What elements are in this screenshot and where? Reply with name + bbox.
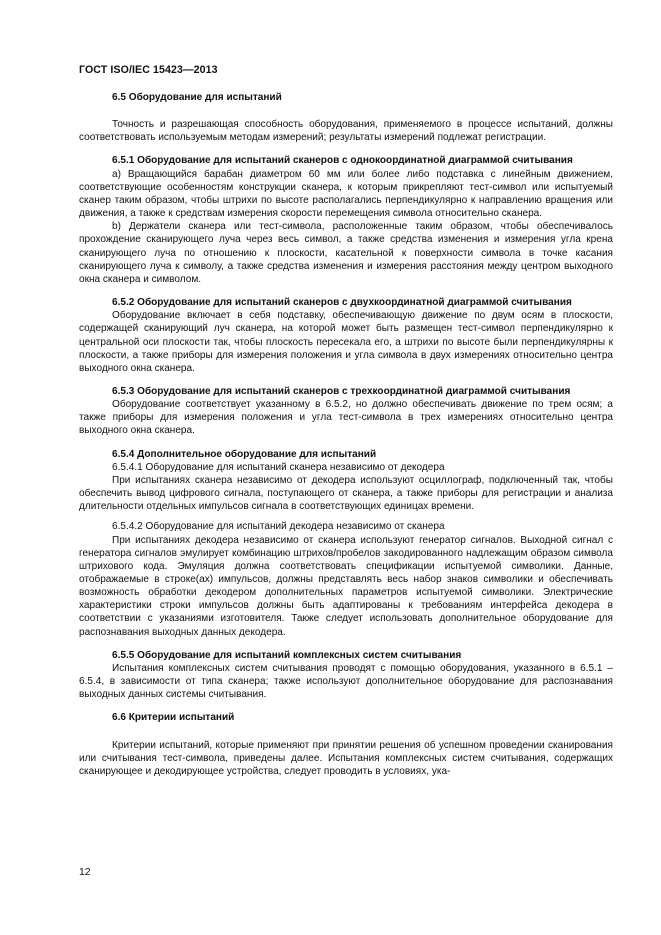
spacer: [79, 701, 613, 711]
section-6-5-4-title: 6.5.4 Дополнительное оборудование для испытаний: [112, 448, 377, 460]
standard-header: ГОСТ ISO/IEC 15423—2013: [79, 64, 218, 76]
section-6-5-4-2-paragraph: При испытаниях декодера независимо от сканера используют генератор сигналов. Выходной сигнал с генератора сигналов эмулирует комбинацию штрихов/пробелов закодированного надлежащим образом символа штрихового кода. Эмуляция должна соответствовать спецификации испытуемой символики. Данные, отображаемые в строке(ах) импульсов, должны представлять весь набор знаков символики и обеспечивать возможность обработки декодером дополнительных параметров испытуемой символики. Электрические характеристики строки импульсов должны быть адаптированы к требованиям интерфейса декодера в соответствии с указаниями изготовителя. Также следует использовать дополнительное оборудование для распознавания выходных данных декодера.: [79, 534, 613, 638]
section-6-5-4-1-title: 6.5.4.1 Оборудование для испытаний сканера независимо от декодера: [112, 461, 445, 473]
section-6-5-2-paragraph: Оборудование включает в себя подставку, обеспечивающую движение по двум осям в плоскости, содержащей сканирующий луч сканера, на которой может быть размещен тест-символ перпендикулярно к центральной оси плоскости так, чтобы плоскость пересекала его, а штрихи по высоте были перпендикулярны к плоскости, а также приборы для измерения положения и угла символа в двух измерениях относительно центра выходного окна сканера.: [79, 310, 613, 374]
section-6-5-3-title: 6.5.3 Оборудование для испытаний сканеров с трехкоординатной диаграммой считывания: [112, 385, 571, 397]
section-6-5-5-paragraph: Испытания комплексных систем считывания проводят с помощью оборудования, указанного в 6.5.1 – 6.5.4, в зависимости от типа сканера; также используют дополнительное оборудование для распознавания выходных данных системы считывания.: [79, 662, 613, 701]
spacer: [79, 104, 613, 118]
spacer: [79, 144, 613, 154]
section-6-5-5-title: 6.5.5 Оборудование для испытаний комплексных систем считывания: [112, 649, 462, 661]
spacer: [79, 375, 613, 385]
section-6-5-1-title: 6.5.1 Оборудование для испытаний сканеров с однокоординатной диаграммой считывания: [112, 155, 573, 167]
spacer: [79, 513, 613, 520]
page-content: [79, 91, 613, 778]
spacer: [79, 725, 613, 739]
spacer: [79, 438, 613, 448]
spacer: [79, 639, 613, 649]
section-6-5-paragraph: Точность и разрешающая способность оборудования, применяемого в процессе испытаний, должны соответствовать используемым методам измерений; результаты измерений подлежат регистрации.: [79, 119, 613, 144]
section-6-6-paragraph: Критерии испытаний, которые применяют при принятии решения об успешном проведении сканирования или считывания тест-символа, приведены далее. Испытания комплексных систем считывания, содержащих сканирующее и декодирующее устройства, следует проводить в условиях, ука-: [79, 739, 613, 777]
section-6-5-4-1-paragraph: При испытаниях сканера независимо от декодера используют осциллограф, подключенный так, чтобы обеспечить вывод цифрового сигнала, поступающего от сканера, а также приборы для регистрации и анализа длительности отдельных импульсов сигнала в соответствующих единицах времени.: [79, 474, 613, 513]
section-6-5-4-2-title: 6.5.4.2 Оборудование для испытаний декодера независимо от сканера: [112, 521, 445, 533]
section-6-5-title: 6.5 Оборудование для испытаний: [112, 92, 282, 103]
spacer: [79, 286, 613, 296]
section-6-5-3-paragraph: Оборудование соответствует указанному в 6.5.2, но должно обеспечивать движение по трем осям; а также приборы для измерения положения и угла тест-символа в трех измерениях относительно центра выходного окна сканера.: [79, 399, 613, 437]
section-6-5-1-item-a: а) Вращающийся барабан диаметром 60 мм или более либо подставка с линейным движением, соответствующие особенностям конструкции сканера, к которым прикрепляют тест-символ или испытуемый сканер таким образом, чтобы штрихи по высоте располагались перпендикулярно к направлению вращения или движения, а также к средствам измерения скорости перемещения символа относительно сканера.: [79, 168, 613, 220]
section-6-5-2-title: 6.5.2 Оборудование для испытаний сканеров с двухкоординатной диаграммой считывания: [112, 297, 572, 309]
page-number: 12: [79, 867, 91, 878]
section-6-5-1-item-b: b) Держатели сканера или тест-символа, расположенные таким образом, чтобы обеспечивалось прохождение сканирующего луча через весь символ, а также средства изменения и измерения угла крена сканирующего луча по отношению к плоскости, касательной к поверхности символа в точке касания сканирующего луча к символу, а также средства изменения и измерения расстояния между центром выходного окна сканера и символом.: [79, 221, 613, 285]
section-6-6-title: 6.6 Критерии испытаний: [112, 712, 235, 724]
